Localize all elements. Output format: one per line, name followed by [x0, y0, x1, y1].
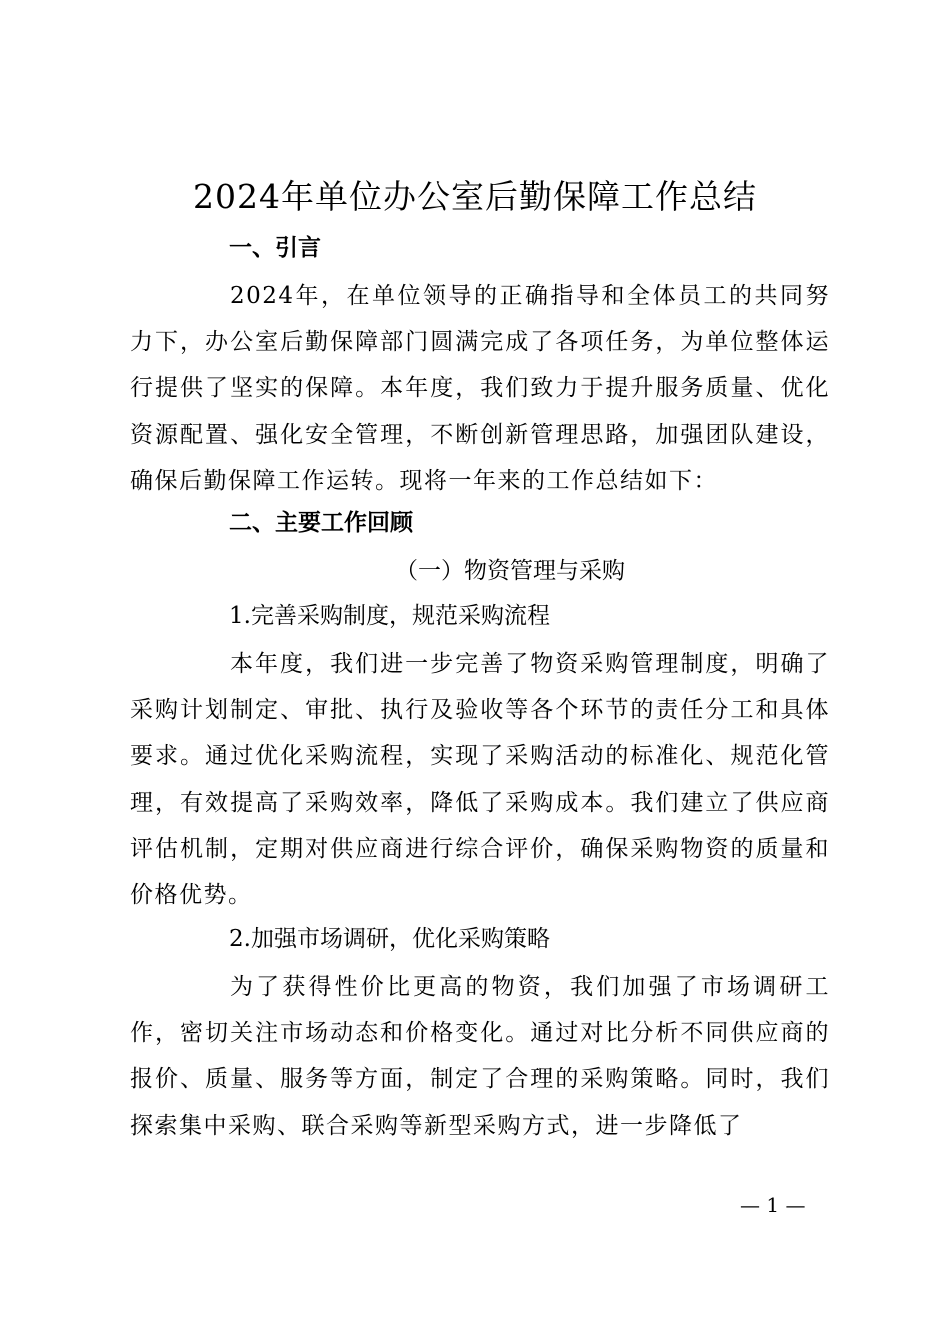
document-title: 2024年单位办公室后勤保障工作总结: [193, 177, 757, 216]
item-heading-market-research: 2.加强市场调研，优化采购策略: [229, 926, 550, 952]
item-heading-procurement-system: 1.完善采购制度，规范采购流程: [229, 603, 550, 629]
procurement-system-paragraph: 本年度，我们进一步完善了物资采购管理制度，明确了采购计划制定、审批、执行及验收等各个环节的责任分工和具体要求。通过优化采购流程，实现了采购活动的标准化、规范化管理，有效提高了采购效率，降低了采购成本。我们建立了供应商评估机制，定期对供应商进行综合评价，确保采购物资的质量和价格优势。: [130, 651, 830, 909]
intro-paragraph: 2024年，在单位领导的正确指导和全体员工的共同努力下，办公室后勤保障部门圆满完成了各项任务，为单位整体运行提供了坚实的保障。本年度，我们致力于提升服务质量、优化资源配置、强化安全管理，不断创新管理思路，加强团队建设，确保后勤保障工作运转。现将一年来的工作总结如下：: [130, 283, 830, 494]
section-heading-main-work-review: 二、主要工作回顾: [229, 510, 413, 536]
subsection-heading-materials-procurement: （一）物资管理与采购: [395, 558, 625, 584]
section-heading-introduction: 一、引言: [229, 235, 321, 261]
page-number: — 1 —: [740, 1193, 806, 1217]
market-research-paragraph: 为了获得性价比更高的物资，我们加强了市场调研工作，密切关注市场动态和价格变化。通过对比分析不同供应商的报价、质量、服务等方面，制定了合理的采购策略。同时，我们探索集中采购、联合采购等新型采购方式，进一步降低了: [130, 974, 830, 1139]
